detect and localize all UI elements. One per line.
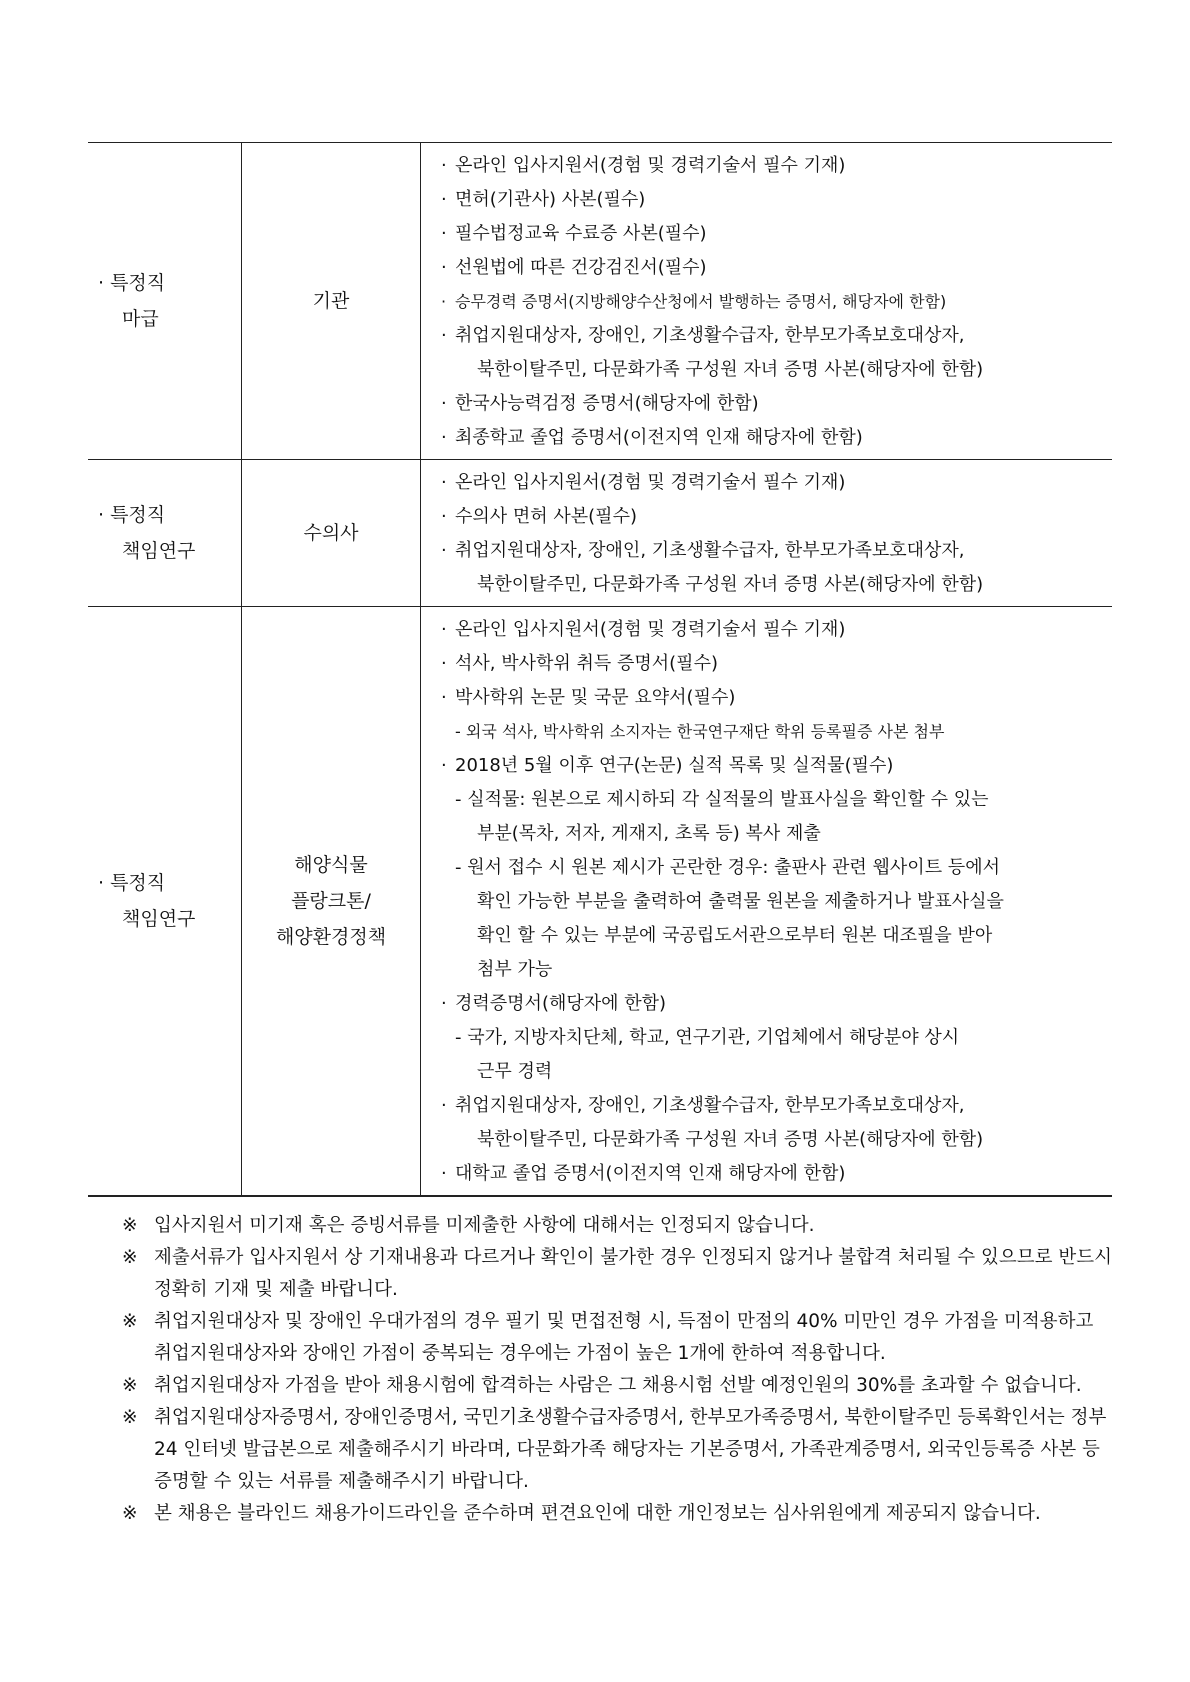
reference-mark-icon: ※ [122,1215,138,1236]
document-item [441,919,1104,953]
category-label: · 특정직 [98,872,166,894]
document-item-text: 북한이탈주민, 다문화가족 구성원 자녀 증명 사본(해당자에 한함) [477,359,984,380]
document-item [441,217,1104,251]
bullet-icon: · [441,427,447,448]
bullet-icon: · [441,540,447,561]
category-label: 책임연구 [122,908,196,930]
reference-mark-icon: ※ [122,1375,138,1396]
bullet-icon: · [441,993,447,1014]
document-item [441,749,1104,783]
category-label: · 특정직 [98,504,166,526]
note-text: 입사지원서 미기재 혹은 증빙서류를 미제출한 사항에 대해서는 인정되지 않습니다. [154,1215,815,1236]
bullet-icon: · [441,472,447,493]
field-label: 플랑크톤/ [291,890,371,912]
field-label: 수의사 [303,522,359,544]
document-item-text: 첨부 가능 [477,959,553,980]
document-item [441,1055,1104,1089]
document-item-text: - 실적물: 원본으로 제시하되 각 실적물의 발표사실을 확인할 수 있는 [455,789,989,810]
note-text: 본 채용은 블라인드 채용가이드라인을 준수하며 편견요인에 대한 개인정보는 심사위원에게 제공되지 않습니다. [154,1503,1041,1524]
document-item-text: 취업지원대상자, 장애인, 기초생활수급자, 한부모가족보호대상자, [455,540,965,561]
document-item [441,285,1104,319]
bullet-icon: · [441,687,447,708]
document-item [441,715,1104,749]
reference-mark-icon: ※ [122,1247,138,1268]
field-label: 해양환경정책 [275,926,387,948]
document-item [441,953,1104,987]
category-cell [88,460,242,607]
bullet-icon: · [441,619,447,640]
document-item-text: - 국가, 지방자치단체, 학교, 연구기관, 기업체에서 해당분야 상시 [455,1027,960,1048]
document-item-text: 취업지원대상자, 장애인, 기초생활수급자, 한부모가족보호대상자, [455,325,965,346]
document-item-text: 부분(목차, 저자, 게재지, 초록 등) 복사 제출 [477,823,821,844]
field-cell [242,143,421,460]
document-item [441,613,1104,647]
category-cell [88,143,242,460]
document-item-text: 온라인 입사지원서(경험 및 경력기술서 필수 기재) [455,619,846,640]
documents-cell [421,143,1113,460]
bullet-icon: · [441,325,447,346]
document-item [441,885,1104,919]
document-item [441,500,1104,534]
document-item-text: 대학교 졸업 증명서(이전지역 인재 해당자에 한함) [455,1163,846,1184]
bullet-icon: · [441,393,447,414]
document-item [441,387,1104,421]
document-item-text: 온라인 입사지원서(경험 및 경력기술서 필수 기재) [455,472,846,493]
document-item [441,466,1104,500]
note-text: 제출서류가 입사지원서 상 기재내용과 다르거나 확인이 불가한 경우 인정되지 않거나 불합격 처리될 수 있으므로 반드시 정확히 기재 및 제출 바랍니다. [154,1247,1113,1300]
document-item [441,987,1104,1021]
table-row [88,460,1112,607]
document-item-text: 면허(기관사) 사본(필수) [455,189,646,210]
table-row [88,143,1112,460]
document-item-text: 승무경력 증명서(지방해양수산청에서 발행하는 증명서, 해당자에 한함) [455,292,947,311]
bullet-icon: · [441,223,447,244]
note-item [124,1402,1116,1498]
document-item [441,319,1104,353]
category-label: · 특정직 [98,272,166,294]
document-item [441,568,1104,602]
document-item-text: 최종학교 졸업 증명서(이전지역 인재 해당자에 한함) [455,427,863,448]
table-row [88,607,1112,1197]
document-item-text: - 외국 석사, 박사학위 소지자는 한국연구재단 학위 등록필증 사본 첨부 [455,722,945,741]
field-label: 해양식물 [294,854,368,876]
document-item-text: 확인 가능한 부분을 출력하여 출력물 원본을 제출하거나 발표사실을 [477,891,1004,912]
note-item [124,1306,1116,1370]
bullet-icon: · [441,1163,447,1184]
document-item-text: 박사학위 논문 및 국문 요약서(필수) [455,687,736,708]
note-item [124,1242,1116,1306]
document-item-text: 북한이탈주민, 다문화가족 구성원 자녀 증명 사본(해당자에 한함) [477,1129,984,1150]
field-label: 기관 [312,290,350,312]
document-item [441,251,1104,285]
notes-list [124,1210,1116,1530]
document-item [441,1157,1104,1191]
note-text: 취업지원대상자 및 장애인 우대가점의 경우 필기 및 면접전형 시, 득점이 만점의 40% 미만인 경우 가점을 미적용하고 취업지원대상자와 장애인 가점이 중복되는 경우에는 가점이 높은 1개에 한하여 적용합니다. [154,1311,1094,1364]
required-documents-table [88,142,1112,1197]
document-item-text: 온라인 입사지원서(경험 및 경력기술서 필수 기재) [455,155,846,176]
bullet-icon: · [441,653,447,674]
note-item [124,1498,1116,1530]
bullet-icon: · [441,155,447,176]
requirements-section [88,142,1112,1197]
document-item-text: 선원법에 따른 건강검진서(필수) [455,257,707,278]
document-item-text: 북한이탈주민, 다문화가족 구성원 자녀 증명 사본(해당자에 한함) [477,574,984,595]
document-item-text: 취업지원대상자, 장애인, 기초생활수급자, 한부모가족보호대상자, [455,1095,965,1116]
document-item-text: 경력증명서(해당자에 한함) [455,993,667,1014]
document-item [441,817,1104,851]
document-item [441,783,1104,817]
category-label: 책임연구 [122,540,196,562]
document-item [441,353,1104,387]
document-item-text: 석사, 박사학위 취득 증명서(필수) [455,653,718,674]
document-item [441,1123,1104,1157]
bullet-icon: · [441,1095,447,1116]
bullet-icon: · [441,257,447,278]
reference-mark-icon: ※ [122,1503,138,1524]
field-cell [242,460,421,607]
bullet-icon: · [441,755,447,776]
document-item [441,1021,1104,1055]
document-item-text: 확인 할 수 있는 부분에 국공립도서관으로부터 원본 대조필을 받아 [477,925,993,946]
note-item [124,1370,1116,1402]
document-item-text: 필수법정교육 수료증 사본(필수) [455,223,707,244]
document-item-text: 2018년 5월 이후 연구(논문) 실적 목록 및 실적물(필수) [455,755,894,776]
document-item [441,534,1104,568]
documents-cell [421,460,1113,607]
field-cell [242,607,421,1197]
note-text: 취업지원대상자증명서, 장애인증명서, 국민기초생활수급자증명서, 한부모가족증명서, 북한이탈주민 등록확인서는 정부24 인터넷 발급본으로 제출해주시기 바라며, 다문화가족 해당자는 기본증명서, 가족관계증명서, 외국인등록증 사본 등 증명할 수 있는 서류를 제출해주시기 바랍니다. [154,1407,1107,1492]
bullet-icon: · [441,189,447,210]
documents-cell [421,607,1113,1197]
document-item [441,681,1104,715]
bullet-icon: · [441,506,447,527]
document-item [441,851,1104,885]
document-item [441,1089,1104,1123]
category-cell [88,607,242,1197]
bullet-icon: · [441,292,447,311]
document-item [441,183,1104,217]
document-item-text: 수의사 면허 사본(필수) [455,506,637,527]
reference-mark-icon: ※ [122,1407,138,1428]
document-item-text: - 원서 접수 시 원본 제시가 곤란한 경우: 출판사 관련 웹사이트 등에서 [455,857,1000,878]
document-item-text: 한국사능력검정 증명서(해당자에 한함) [455,393,759,414]
category-label: 마급 [122,308,159,330]
note-text: 취업지원대상자 가점을 받아 채용시험에 합격하는 사람은 그 채용시험 선발 예정인원의 30%를 초과할 수 없습니다. [154,1375,1082,1396]
document-item [441,421,1104,455]
document-item-text: 근무 경력 [477,1061,553,1082]
note-item [124,1210,1116,1242]
document-item [441,647,1104,681]
document-item [441,149,1104,183]
reference-mark-icon: ※ [122,1311,138,1332]
